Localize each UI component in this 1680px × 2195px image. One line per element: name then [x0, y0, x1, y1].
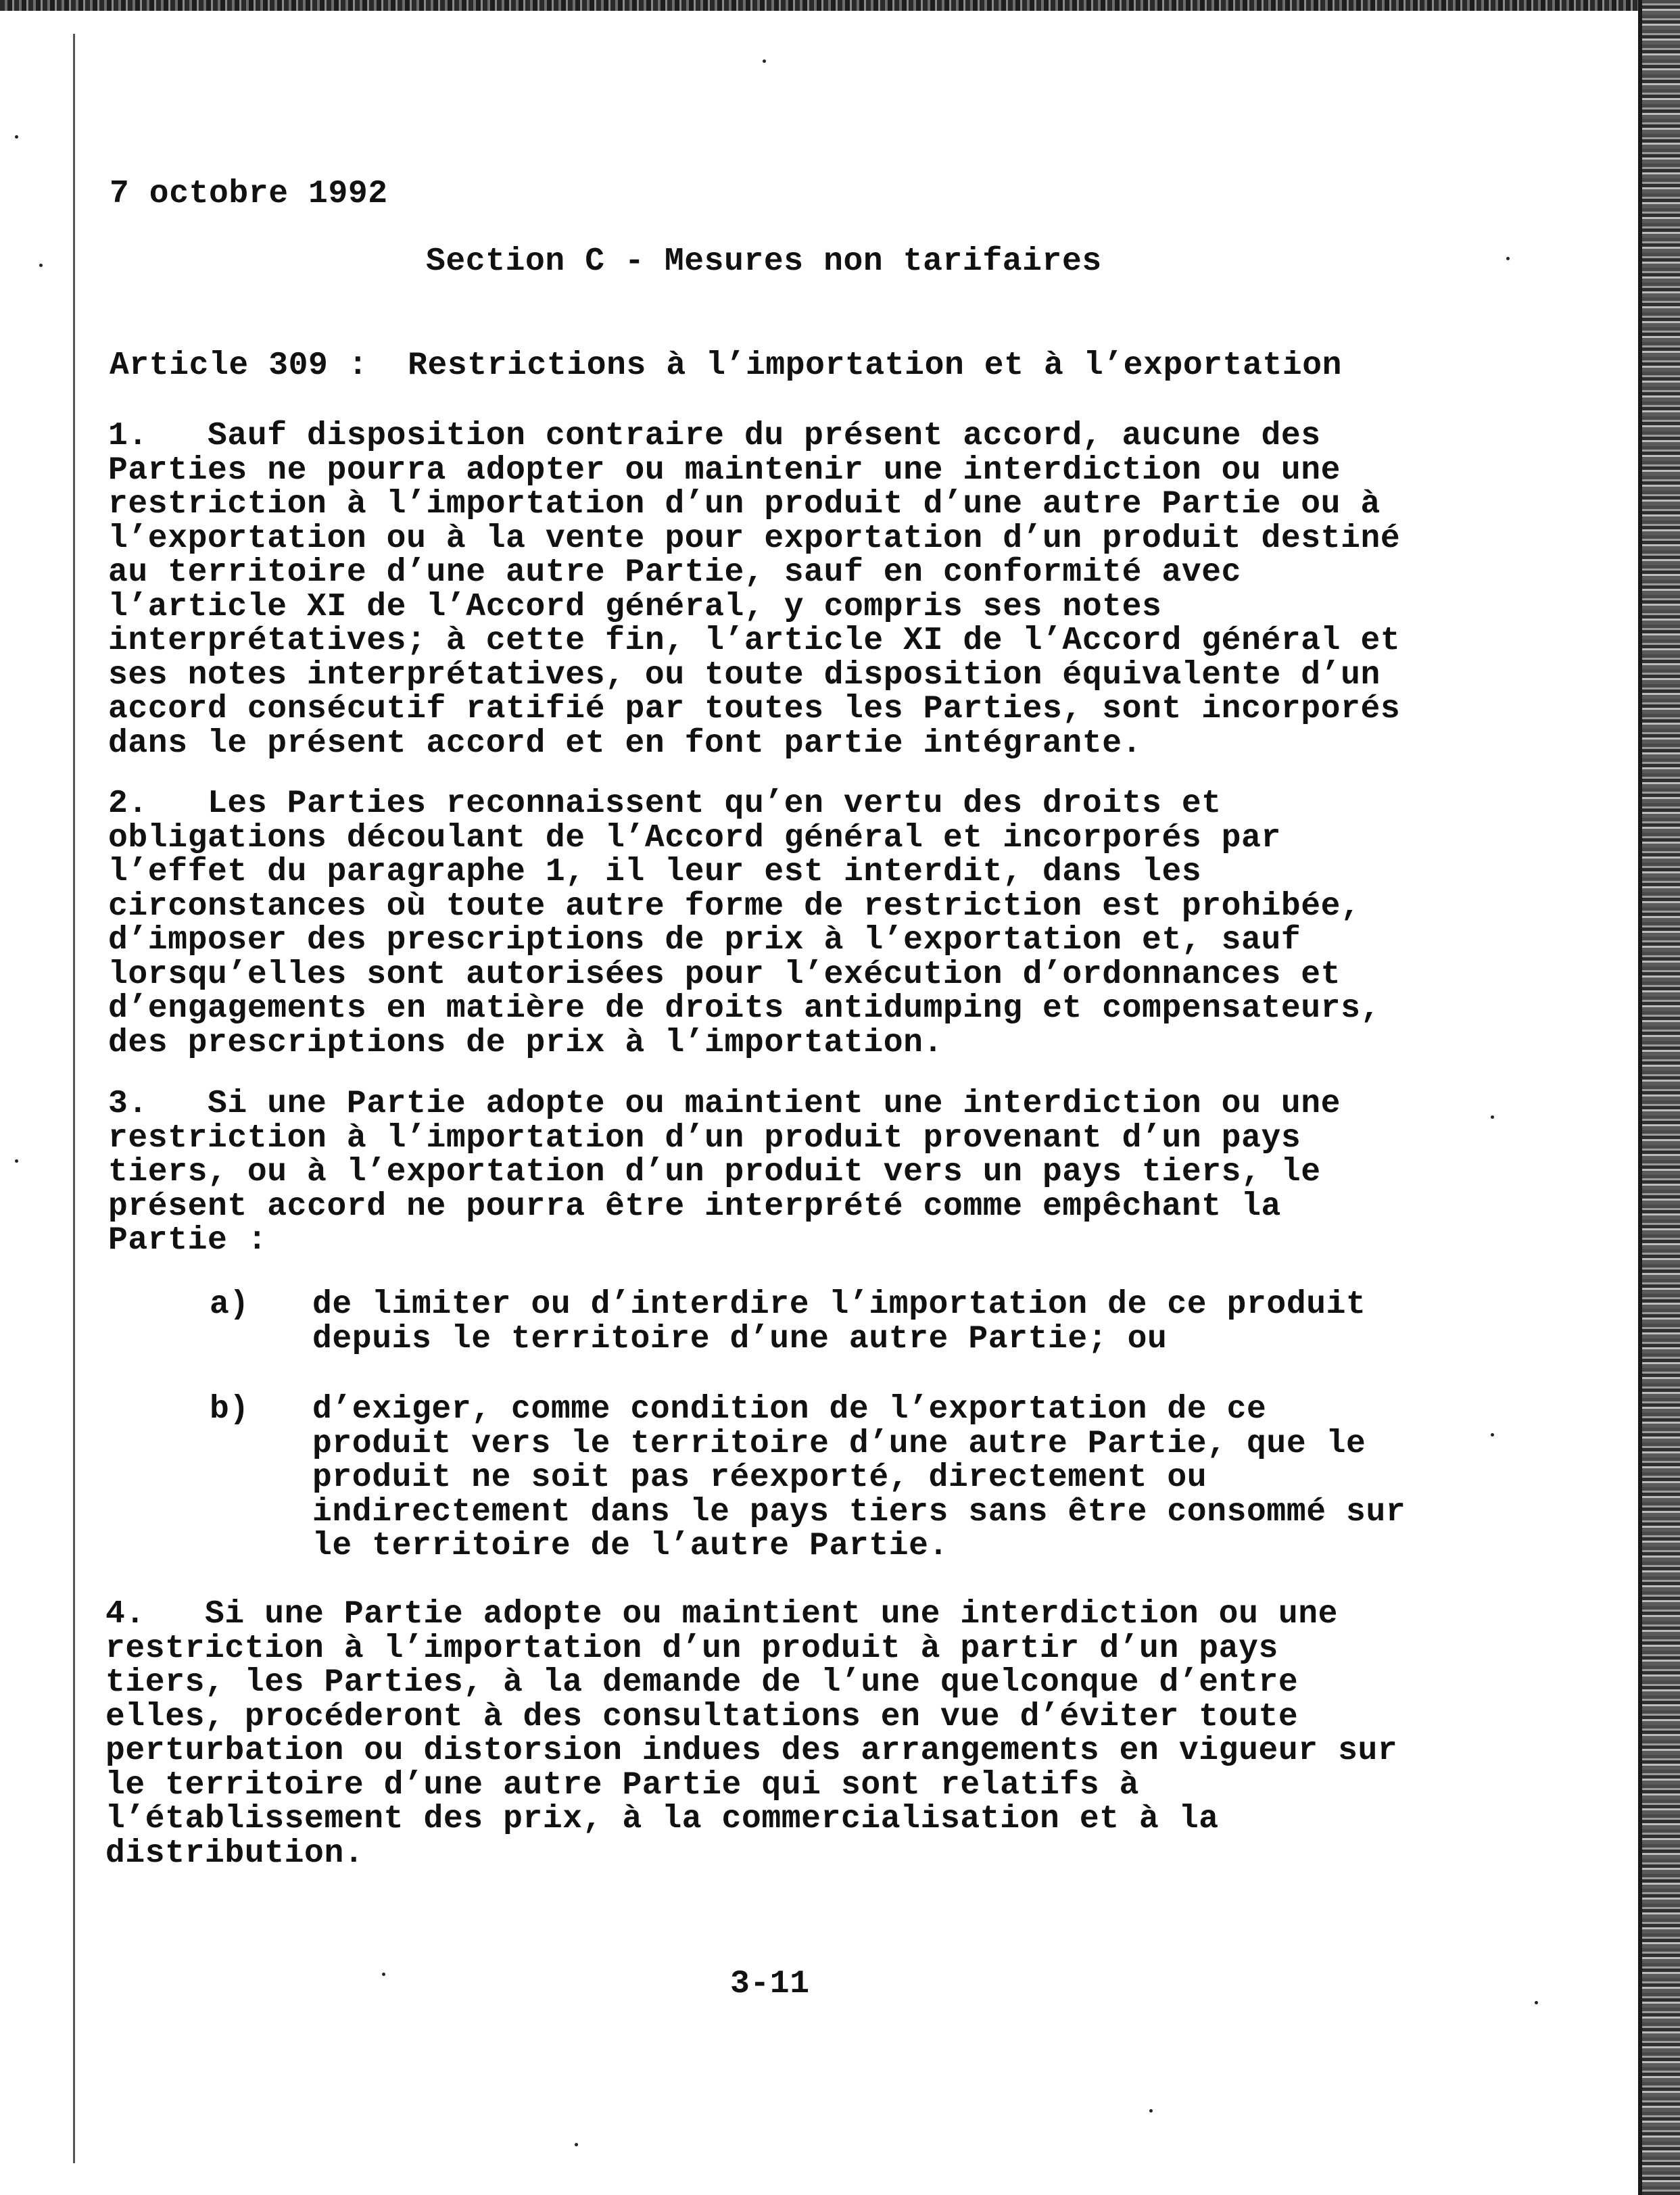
item-b-text: d’exiger, comme condition de l’exportation de ce produit vers le territoire d’une autre Partie, que le produit ne soit pas réexporté, directement ou indirectement dans le pays tiers sans être consommé sur le territoire de l’autre Partie.: [312, 1391, 1406, 1564]
scan-speck: [1506, 257, 1510, 260]
article-heading: Article 309 : Restrictions à l’importation et à l’exportation: [110, 347, 1343, 384]
scan-speck: [382, 1973, 385, 1976]
item-a-text: de limiter ou d’interdire l’importation de ce produit depuis le territoire d’une autre Partie; ou: [312, 1286, 1366, 1357]
scan-speck: [1491, 1433, 1494, 1437]
scan-speck: [1491, 1115, 1494, 1119]
item-a-label: a): [210, 1286, 249, 1323]
item-b-label: b): [210, 1391, 249, 1428]
paragraph-2: 2. Les Parties reconnaissent qu’en vertu des droits et obligations découlant de l’Accord général et incorporés par l’effet du paragraphe 1, il leur est interdit, dans les circonstances où toute autre forme de restriction est prohibée, d’imposer des prescriptions de prix à l’exportation et, sauf lorsqu’elles sont autorisées pour l’exécution d’ordonnances et d’engagements en matière de droits antidumping et compensateurs, des prescriptions de prix à l’importation.: [108, 786, 1381, 1061]
document-date: 7 octobre 1992: [110, 176, 388, 212]
scan-speck: [1535, 2001, 1538, 2004]
scan-speck: [575, 2143, 578, 2146]
scan-top-border: [0, 0, 1680, 11]
scan-speck: [15, 135, 18, 139]
scan-right-border: [1642, 0, 1680, 2195]
scan-speck: [1149, 2109, 1153, 2113]
paragraph-3: 3. Si une Partie adopte ou maintient une interdiction ou une restriction à l’importation d’un produit provenant d’un pays tiers, ou à l’exportation d’un produit vers un pays tiers, le présent accord ne pourra être interprété comme empêchant la Partie :: [108, 1086, 1341, 1259]
section-title: Section C - Mesures non tarifaires: [426, 243, 1102, 280]
page-number: 3-11: [730, 1966, 810, 2002]
left-margin-rule: [73, 34, 75, 2163]
paragraph-1: 1. Sauf disposition contraire du présent accord, aucune des Parties ne pourra adopter ou maintenir une interdiction ou une restriction à l’importation d’un produit d’une autre Partie ou à l’exportation ou à la vente pour exportation d’un produit destiné au territoire d’une autre Partie, sauf en conformité avec l’article XI de l’Accord général, y compris ses notes interprétatives; à cette fin, l’article XI de l’Accord général et ses notes interprétatives, ou toute disposition équivalente d’un accord consécutif ratifié par toutes les Parties, sont incorporés dans le présent accord et en font partie intégrante.: [108, 418, 1401, 762]
scan-speck: [15, 1159, 18, 1163]
scan-speck: [763, 59, 766, 63]
paragraph-4: 4. Si une Partie adopte ou maintient une interdiction ou une restriction à l’importation d’un produit à partir d’un pays tiers, les Parties, à la demande de l’une quelconque d’entre elles, procéderont à des consultations en vue d’éviter toute perturbation ou distorsion indues des arrangements en vigueur sur le territoire d’une autre Partie qui sont relatifs à l’établissement des prix, à la commercialisation et à la distribution.: [105, 1596, 1398, 1872]
scan-speck: [39, 264, 43, 267]
